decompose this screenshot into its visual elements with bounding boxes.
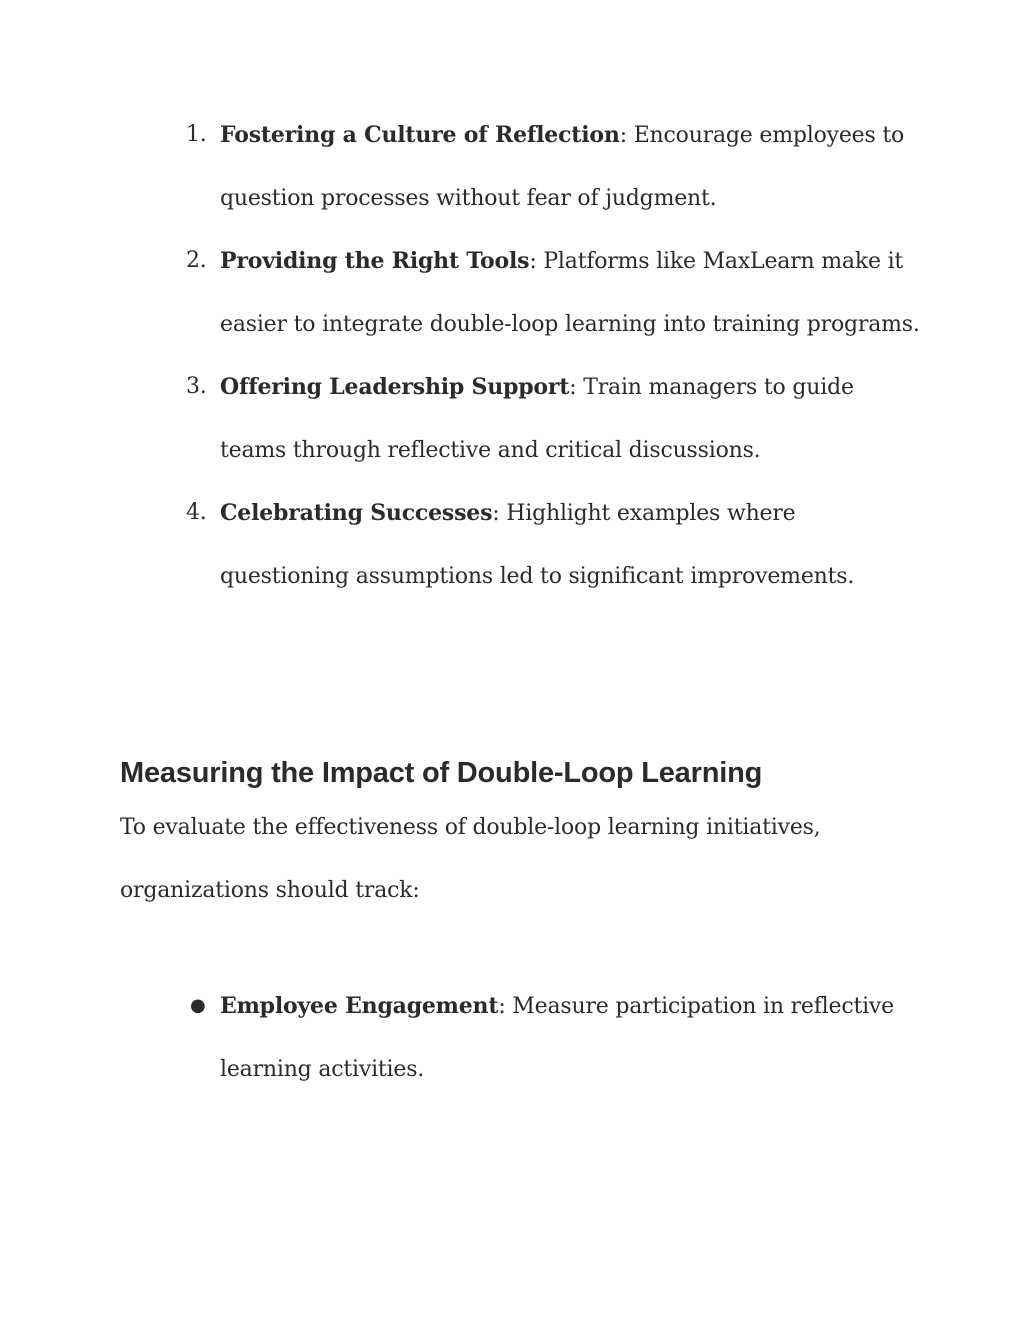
section-intro: To evaluate the effectiveness of double-loop learning initiatives, organizations should track: [120, 815, 821, 903]
list-item-text: : Encourage employees to question processes without fear of judgment. [220, 123, 905, 211]
list-number: 4. [186, 500, 207, 525]
list-item [120, 482, 920, 608]
list-item-text: : Measure participation in reflective learning activities. [220, 994, 894, 1082]
list-item [120, 230, 920, 356]
list-number: 1. [186, 122, 207, 147]
list-item-title: Offering Leadership Support [220, 374, 570, 400]
list-item-title: Fostering a Culture of Reflection [220, 122, 620, 148]
list-item [120, 975, 920, 1101]
list-item-text: : Highlight examples where questioning assumptions led to significant improvements. [220, 501, 855, 589]
list-number: 2. [186, 248, 207, 273]
list-item-title: Celebrating Successes [220, 500, 493, 526]
list-item-title: Employee Engagement [220, 993, 499, 1019]
list-item [120, 356, 920, 482]
bullet-icon: ● [190, 995, 206, 1016]
list-item-text: : Platforms like MaxLearn make it easier to integrate double-loop learning into training programs. [220, 249, 920, 337]
list-number: 3. [186, 374, 207, 399]
list-item [120, 104, 920, 230]
list-item-title: Providing the Right Tools [220, 248, 530, 274]
bullet-list [120, 975, 920, 1101]
section-heading: Measuring the Impact of Double-Loop Learning [120, 757, 763, 789]
list-item-text: : Train managers to guide teams through reflective and critical discussions. [220, 375, 854, 463]
numbered-list [120, 104, 920, 608]
